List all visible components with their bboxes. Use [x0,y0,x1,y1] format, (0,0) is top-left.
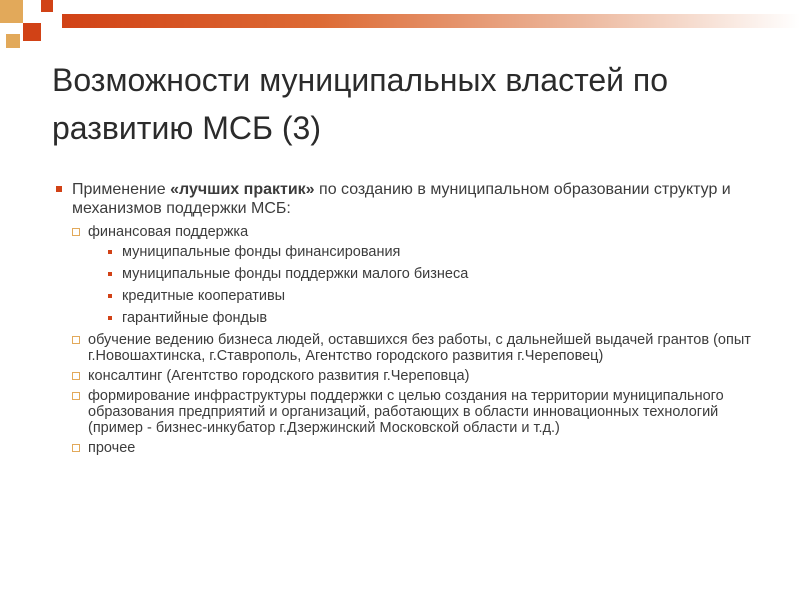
intro-suffix: по созданию в муниципальном образовании структур и механизмов поддержки МСБ: [72,181,731,217]
sub-sub-item-label: кредитные кооперативы [122,288,286,304]
bullet-item-intro [52,180,752,218]
decorative-square [23,23,41,41]
sub-item-label: формирование инфраструктуры поддержки с целью создания на территории муниципального образования предприятий и организаций, работающих в области инновационных технологий (пример - бизнес-инкубатор г.Дзержинский Московской области и т.д.) [88,388,724,436]
hollow-square-bullet-icon [72,228,80,236]
small-square-bullet-icon [108,250,112,254]
sub-sub-item-label: муниципальные фонды финансирования [122,244,401,260]
hollow-square-bullet-icon [72,392,80,400]
sub-sub-item-label: гарантийные фондыв [122,310,268,326]
sub-item-consulting [72,368,752,384]
square-bullet-icon [56,186,62,192]
sub-sub-item [108,288,752,304]
sub-item-label: финансовая поддержка [88,224,249,240]
slide-content [52,180,752,460]
hollow-square-bullet-icon [72,372,80,380]
hollow-square-bullet-icon [72,336,80,344]
intro-bold: «лучших практик» [170,181,315,198]
hollow-square-bullet-icon [72,444,80,452]
sub-item-financial [72,224,752,240]
decorative-gradient-bar [62,14,800,28]
sub-sub-item [108,310,752,326]
sub-item-label: прочее [88,440,136,456]
sub-sub-item [108,244,752,260]
decorative-square [6,34,20,48]
sub-sub-item-label: муниципальные фонды поддержки малого бизнеса [122,266,469,282]
slide-title: Возможности муниципальных властей по развитию МСБ (3) [52,62,669,146]
intro-prefix: Применение [72,181,171,198]
decorative-square [0,0,23,23]
decorative-square [41,0,53,12]
sub-item-training [72,332,752,364]
sub-item-infrastructure [72,388,752,436]
small-square-bullet-icon [108,316,112,320]
sub-sub-item [108,266,752,282]
sub-item-other [72,440,752,456]
small-square-bullet-icon [108,272,112,276]
sub-item-label: обучение ведению бизнеса людей, оставшихся без работы, с дальнейшей выдачей грантов (опыт г.Новошахтинска, г.Ставрополь, Агентство городского развития г.Череповец) [88,332,751,364]
small-square-bullet-icon [108,294,112,298]
sub-item-label: консалтинг (Агентство городского развития г.Череповца) [88,368,470,384]
